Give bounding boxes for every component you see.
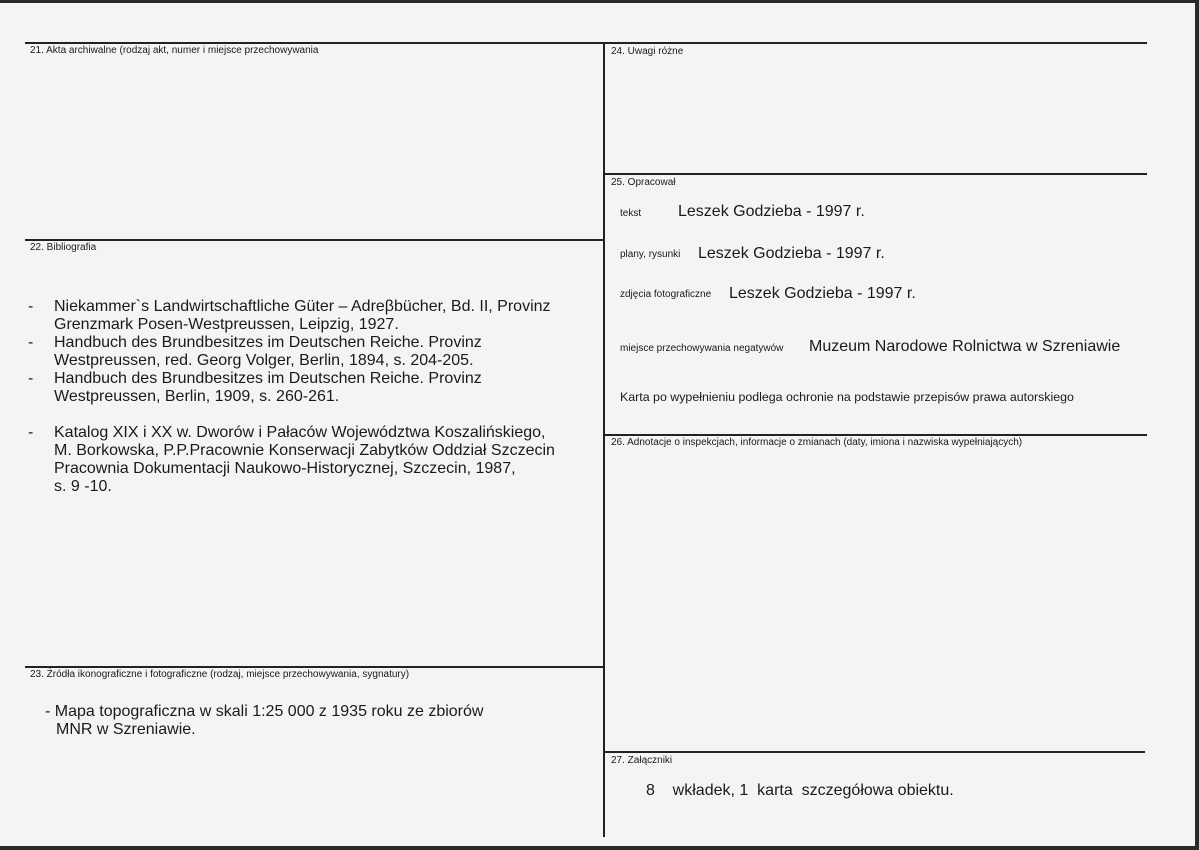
bullet-dash: -: [28, 370, 34, 387]
bibliography-item: [28, 370, 603, 406]
bibliography-line: Katalog XIX i XX w. Dworów i Pałaców Województwa Koszalińskiego,: [54, 424, 546, 441]
bibliography-line: Pracownia Dokumentacji Naukowo-Historycznej, Szczecin, 1987,: [54, 460, 516, 477]
bullet-dash: -: [28, 298, 34, 315]
bibliography-item: [28, 424, 603, 496]
iconography-line-1: - Mapa topograficzna w skali 1:25 000 z 1935 roku ze zbiorów: [45, 703, 484, 720]
bibliography-line: s. 9 -10.: [54, 478, 112, 495]
section-22-label: 22. Bibliografia: [30, 242, 97, 253]
rule-27: [605, 751, 1145, 753]
section-23-label: 23. Źródła ikonograficzne i fotograficzne (rodzaj, miejsce przechowywania, sygnatury): [30, 669, 410, 680]
iconography-line-2: MNR w Szreniawie.: [56, 721, 196, 738]
rule-26: [605, 434, 1147, 436]
rule-25: [605, 173, 1147, 175]
section-25-label: 25. Opracował: [611, 177, 676, 188]
section-21-label: 21. Akta archiwalne (rodzaj akt, numer i miejsce przechowywania: [30, 45, 319, 56]
plany-label: plany, rysunki: [620, 249, 681, 260]
bibliography-list: [28, 298, 603, 496]
attachments-value: 8 wkładek, 1 karta szczegółowa obiektu.: [646, 782, 954, 799]
zdjecia-label: zdjęcia fotograficzne: [620, 289, 712, 300]
section-27-label: 27. Załączniki: [611, 755, 673, 766]
negatywy-value: Muzeum Narodowe Rolnictwa w Szreniawie: [809, 338, 1121, 355]
column-divider: [603, 42, 605, 837]
scan-edge-right: [1195, 0, 1199, 850]
bibliography-line: M. Borkowska, P.P.Pracownie Konserwacji Zabytków Oddział Szczecin: [54, 442, 555, 459]
bibliography-line: Handbuch des Brundbesitzes im Deutschen Reiche. Provinz: [54, 370, 482, 387]
bibliography-line: Niekammer`s Landwirtschaftliche Güter – Adreβbücher, Bd. II, Provinz: [54, 298, 551, 315]
rule-22: [25, 239, 605, 241]
bibliography-line: Westpreussen, Berlin, 1909, s. 260-261.: [54, 388, 340, 405]
tekst-value: Leszek Godzieba - 1997 r.: [678, 203, 865, 220]
bibliography-line: Handbuch des Brundbesitzes im Deutschen Reiche. Provinz: [54, 334, 482, 351]
tekst-label: tekst: [620, 208, 642, 219]
zdjecia-value: Leszek Godzieba - 1997 r.: [729, 285, 916, 302]
bullet-dash: -: [28, 334, 34, 351]
copyright-note: Karta po wypełnieniu podlega ochronie na podstawie przepisów prawa autorskiego: [620, 390, 1074, 404]
rule-23: [25, 666, 605, 668]
negatywy-label: miejsce przechowywania negatywów: [620, 343, 784, 354]
scan-edge-bottom: [0, 846, 1199, 850]
bibliography-item: [28, 298, 603, 334]
bibliography-item: [28, 334, 603, 370]
rule-top-right: [605, 42, 1147, 44]
section-26-label: 26. Adnotacje o inspekcjach, informacje o zmianach (daty, imiona i nazwiska wypełniających): [611, 437, 1023, 448]
plany-value: Leszek Godzieba - 1997 r.: [698, 245, 885, 262]
bullet-dash: -: [28, 424, 34, 441]
bibliography-line: Westpreussen, red. Georg Volger, Berlin, 1894, s. 204-205.: [54, 352, 474, 369]
scan-edge-top: [0, 0, 1199, 3]
section-24-label: 24. Uwagi różne: [611, 46, 684, 57]
rule-top-left: [25, 42, 605, 44]
bibliography-line: Grenzmark Posen-Westpreussen, Leipzig, 1927.: [54, 316, 399, 333]
